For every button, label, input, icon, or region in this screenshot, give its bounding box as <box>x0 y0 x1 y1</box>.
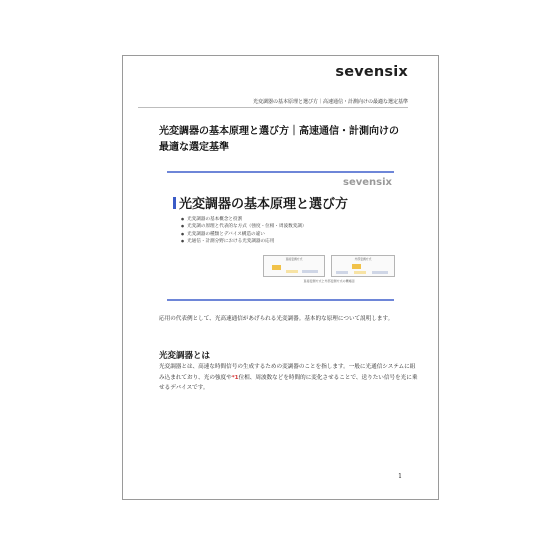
banner-bullet-list <box>181 216 307 245</box>
header-divider <box>138 107 408 108</box>
page-title-line2: 最適な選定基準 <box>159 142 229 153</box>
banner-bullet: ● 光変調器の基本概念と役割 <box>181 216 307 223</box>
section-paragraph <box>159 362 419 394</box>
document-page <box>122 55 439 500</box>
banner-top-bar <box>167 171 394 173</box>
page-title <box>159 124 404 156</box>
section-text-before: 光変調器とは、高速な時間信号の生成するための変調器のことを指します。一般に光通信システムに組み込まれており、光の強度や <box>159 364 416 381</box>
section-text-after: 位相、周波数などを時間的に変化させることで、送りたい信号を光に乗せるデバイスです。 <box>159 374 418 391</box>
diagram-external-box <box>331 255 395 277</box>
banner-brand: sevensix <box>343 177 392 188</box>
diagram-modulator-shape <box>354 271 366 274</box>
section-heading: 光変調器とは <box>159 351 211 361</box>
page-number: 1 <box>398 473 402 480</box>
banner-bullet: ● 光変調器の種類とデバイス構造の違い <box>181 231 307 238</box>
banner-bullet: ● 光通信・計測分野における光変調器の応用 <box>181 238 307 245</box>
banner-title: 光変調器の基本原理と選び方 <box>179 197 349 212</box>
intro-paragraph: 応用の代表例として、光高速通信があげられる光変調器。基本的な原理について説明します。 <box>159 316 394 322</box>
diagram-direct-label: 直接変調方式 <box>285 257 303 261</box>
diagram-source-shape <box>272 265 281 270</box>
diagram-arrow-shape <box>286 270 298 273</box>
modulation-diagram <box>263 255 395 285</box>
banner-bottom-bar <box>167 299 394 301</box>
diagram-output-shape <box>302 270 318 273</box>
diagram-output-shape <box>372 271 388 274</box>
banner-accent-mark <box>173 197 176 209</box>
footnote-marker: *1 <box>231 374 239 381</box>
page-title-line1: 光変調器の基本原理と選び方｜高速通信・計測向けの <box>159 126 399 137</box>
banner-image <box>167 171 394 301</box>
header-subtitle: 光変調器の基本原理と選び方｜高速通信・計測向けの最適な選定基準 <box>252 99 408 105</box>
diagram-external-label: 外部変調方式 <box>354 257 372 261</box>
diagram-source-shape <box>352 264 361 269</box>
diagram-caption: 直接変調方式と外部変調方式の概略図 <box>303 279 355 283</box>
diagram-direct-box <box>263 255 325 277</box>
brand-logo: sevensix <box>335 64 408 80</box>
banner-bullet: ● 光変調の原理と代表的な方式（強度・位相・周波数変調） <box>181 223 307 230</box>
diagram-input-shape <box>336 271 348 274</box>
